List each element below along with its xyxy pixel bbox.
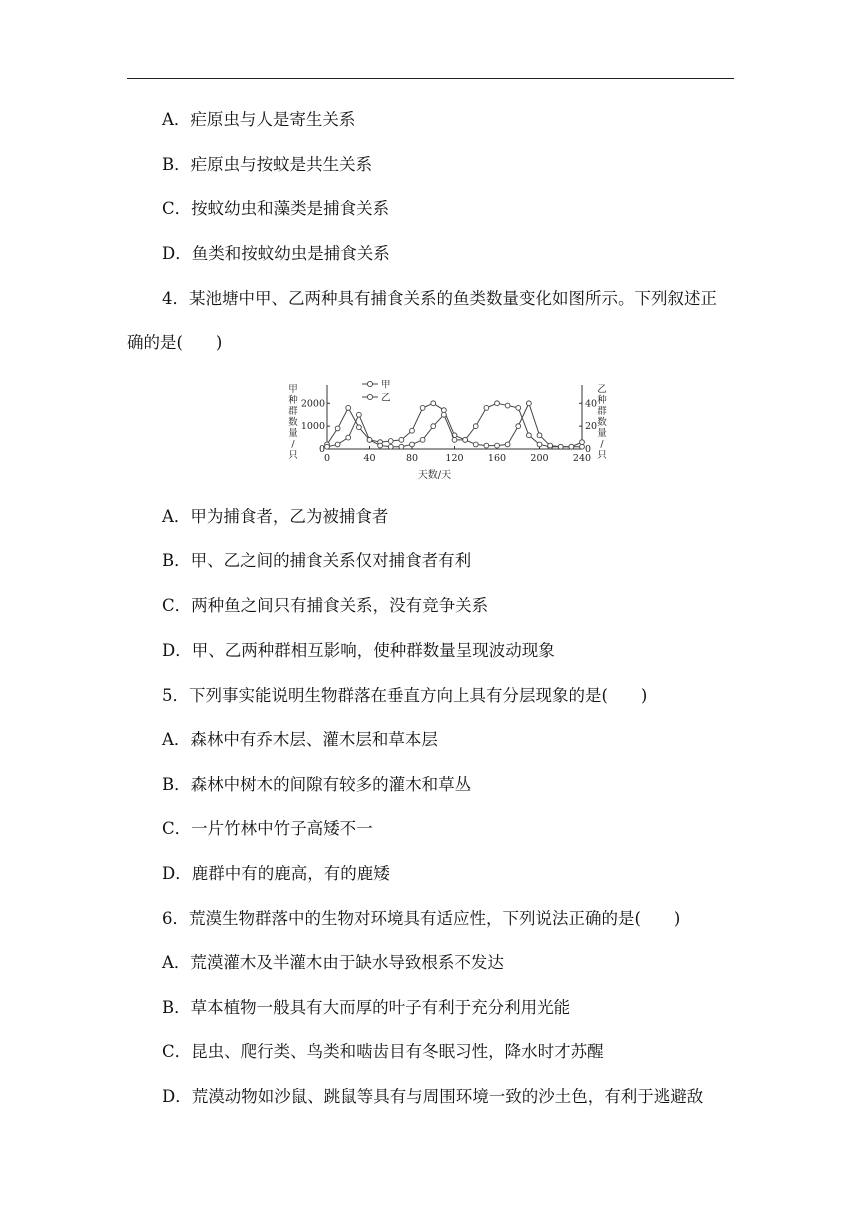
option-text: 两种鱼之间只有捕食关系，没有竞争关系 (191, 596, 489, 615)
data-point (495, 401, 500, 406)
option-text: 鱼类和按蚊幼虫是捕食关系 (191, 244, 390, 263)
data-point (495, 443, 500, 448)
data-point (388, 439, 393, 444)
x-tick-label: 160 (487, 453, 507, 464)
data-point (325, 444, 330, 449)
y-axis-label-right: 乙种群数量/只 (597, 384, 607, 461)
option-text: 草本植物一般具有大而厚的叶子有利于充分利用光能 (190, 998, 571, 1017)
x-tick-label: 0 (323, 453, 331, 464)
y-axis-label-left: 甲种群数量/只 (288, 384, 298, 461)
header-rule (127, 78, 734, 79)
data-point (420, 405, 425, 410)
q6-option-a[interactable] (162, 952, 504, 974)
data-point (473, 424, 478, 429)
option-letter: B． (162, 551, 191, 570)
population-chart (280, 380, 610, 485)
y-left-tick-label: 0 (318, 444, 325, 455)
data-point (463, 437, 468, 442)
x-tick-label: 240 (572, 453, 592, 464)
q5-option-a[interactable] (162, 729, 438, 751)
legend-label-2: 乙 (381, 392, 391, 404)
y-left-tick-label: 1000 (300, 421, 325, 433)
data-point (399, 437, 404, 442)
legend-marker (367, 394, 372, 399)
q4-option-d[interactable] (162, 640, 555, 662)
data-point (537, 433, 542, 438)
data-point (356, 425, 361, 430)
data-point (399, 444, 404, 449)
data-point (410, 428, 415, 433)
option-letter: C． (162, 819, 192, 838)
data-point (558, 444, 563, 449)
q3-option-c[interactable] (162, 198, 389, 220)
option-letter: D． (162, 864, 192, 883)
data-point (569, 444, 574, 449)
data-point (431, 401, 436, 406)
x-tick-label: 200 (530, 453, 549, 464)
data-point (410, 442, 415, 447)
option-text: 鹿群中有的鹿高，有的鹿矮 (191, 864, 390, 883)
option-text: 昆虫、爬行类、鸟类和啮齿目有冬眠习性，降水时才苏醒 (191, 1042, 604, 1061)
q5-option-c[interactable] (162, 818, 373, 840)
q4-stem-line1: 4．某池塘中甲、乙两种具有捕食关系的鱼类数量变化如图所示。下列叙述正 (162, 289, 717, 308)
q5-stem: 5．下列事实能说明生物群落在垂直方向上具有分层现象的是( ) (162, 686, 648, 705)
q3-option-a[interactable] (162, 109, 355, 131)
y-left-tick-label: 2000 (300, 398, 325, 410)
option-text: 甲为捕食者，乙为被捕食者 (190, 507, 389, 526)
data-point (548, 443, 553, 448)
x-tick-label: 120 (445, 453, 464, 464)
data-point (473, 442, 478, 447)
data-point (335, 426, 340, 431)
option-text: 森林中树木的间隙有较多的灌木和草丛 (190, 775, 472, 794)
option-text: 按蚊幼虫和藻类是捕食关系 (191, 199, 390, 218)
x-tick-label: 40 (363, 453, 376, 464)
q6-stem: 6．荒漠生物群落中的生物对环境具有适应性，下列说法正确的是( ) (162, 909, 681, 928)
data-point (484, 443, 489, 448)
option-letter: B． (162, 155, 191, 174)
option-letter: C． (162, 1042, 192, 1061)
option-text: 疟原虫与人是寄生关系 (190, 110, 356, 129)
option-letter: A． (162, 507, 191, 526)
data-point (441, 408, 446, 413)
q6-option-d[interactable] (162, 1086, 703, 1108)
data-point (356, 412, 361, 417)
data-point (452, 437, 457, 442)
data-point (580, 440, 585, 445)
data-point (367, 437, 372, 442)
x-tick-label: 80 (405, 453, 419, 464)
data-point (441, 412, 446, 417)
option-letter: C． (162, 596, 192, 615)
data-point (516, 405, 521, 410)
q3-option-d[interactable] (162, 243, 390, 265)
option-letter: D． (162, 1087, 192, 1106)
legend-marker (367, 381, 372, 386)
data-point (516, 424, 521, 429)
option-letter: A． (162, 110, 191, 129)
q3-option-b[interactable] (162, 154, 372, 176)
data-point (335, 442, 340, 447)
legend-label-1: 甲 (381, 380, 391, 391)
data-point (537, 442, 542, 447)
option-text: 荒漠灌木及半灌木由于缺水导致根系不发达 (190, 953, 504, 972)
q5-option-d[interactable] (162, 863, 390, 885)
q6-option-b[interactable] (162, 997, 570, 1019)
data-point (505, 442, 510, 447)
y-right-tick-label: 40 (585, 398, 598, 410)
option-letter: A． (162, 730, 191, 749)
option-text: 甲、乙之间的捕食关系仅对捕食者有利 (190, 551, 472, 570)
option-letter: A． (162, 953, 191, 972)
q4-stem-line2: 确的是( ) (127, 333, 223, 352)
y-right-tick-label: 20 (585, 421, 598, 433)
option-letter: D． (162, 244, 192, 263)
q6-option-c[interactable] (162, 1041, 604, 1063)
y-right-tick-label: 0 (585, 444, 592, 455)
q4-option-b[interactable] (162, 550, 471, 572)
option-letter: B． (162, 775, 191, 794)
data-point (346, 405, 351, 410)
x-axis-label: 天数/天 (417, 470, 452, 481)
q4-option-c[interactable] (162, 595, 488, 617)
option-text: 荒漠动物如沙鼠、跳鼠等具有与周围环境一致的沙土色，有利于逃避敌 (191, 1087, 704, 1106)
q4-option-a[interactable] (162, 506, 388, 528)
option-letter: D． (162, 641, 192, 660)
data-point (420, 437, 425, 442)
option-text: 疟原虫与按蚊是共生关系 (190, 155, 373, 174)
data-point (580, 444, 585, 449)
data-point (431, 424, 436, 429)
data-point (526, 433, 531, 438)
data-point (346, 435, 351, 440)
data-point (526, 401, 531, 406)
q5-option-b[interactable] (162, 774, 471, 796)
option-text: 甲、乙两种群相互影响，使种群数量呈现波动现象 (191, 641, 555, 660)
option-text: 森林中有乔木层、灌木层和草本层 (190, 730, 438, 749)
data-point (505, 403, 510, 408)
data-point (388, 444, 393, 449)
option-letter: C． (162, 199, 192, 218)
option-text: 一片竹林中竹子高矮不一 (191, 819, 373, 838)
data-point (484, 405, 489, 410)
option-letter: B． (162, 998, 191, 1017)
data-point (378, 443, 383, 448)
